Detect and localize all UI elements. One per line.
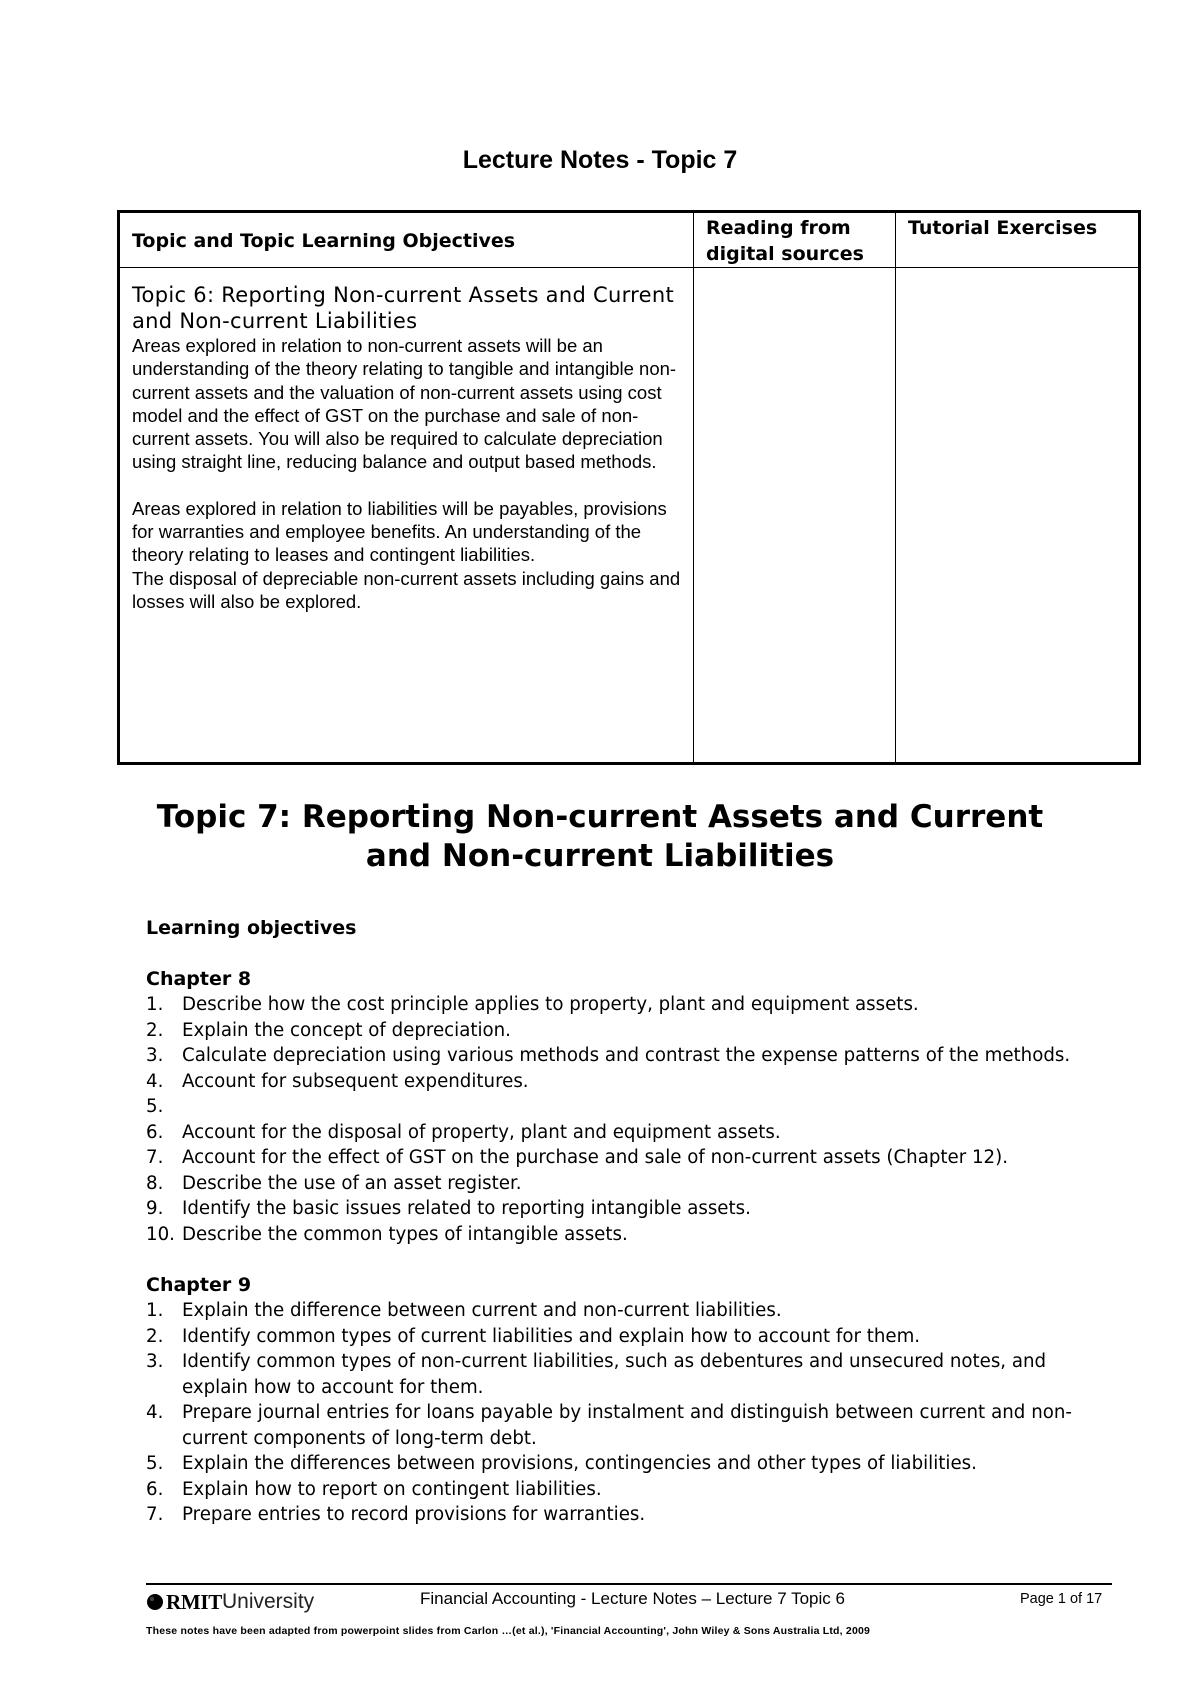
topic-paragraph-liabilities: Areas explored in relation to liabilities will be payables, provisions for warranties and employee benefits. An understanding of the theory relating to leases and contingent liabilities.	[132, 497, 667, 566]
table-body-row	[119, 268, 1140, 764]
chapter-9-heading: Chapter 9	[146, 1274, 252, 1296]
tutorial-cell	[896, 268, 1140, 764]
footer-rule	[146, 1583, 1112, 1585]
list-item: 10. Describe the common types of intangible assets.	[146, 1223, 628, 1245]
topic-cell	[119, 268, 694, 764]
main-heading-line-2: and Non-current Liabilities	[365, 838, 835, 874]
header-topic-objectives: Topic and Topic Learning Objectives	[119, 212, 694, 268]
chapter-9-list	[146, 1298, 1112, 1528]
list-item: 2. Explain the concept of depreciation.	[146, 1019, 511, 1041]
list-item: 5. Explain the differences between provisions, contingencies and other types of liabilities.	[146, 1453, 977, 1474]
topic-6-heading: Topic 6: Reporting Non-current Assets and Current and Non-current Liabilities	[132, 283, 675, 333]
list-item: 1. Describe how the cost principle applies to property, plant and equipment assets.	[146, 994, 919, 1015]
list-item: 1. Explain the difference between current and non-current liabilities.	[146, 1300, 782, 1321]
list-item: 3. Identify common types of non-current liabilities, such as debentures and unsecured notes, and explain how to account for them.	[146, 1351, 1047, 1398]
footer-source-note: These notes have been adapted from powerpoint slides from Carlon …(et al.), 'Financial Accounting', John Wiley & Sons Australia Ltd, 2009	[146, 1625, 871, 1637]
list-item: 3. Calculate depreciation using various methods and contrast the expense patterns of the methods.	[146, 1045, 1071, 1066]
header-tutorial: Tutorial Exercises	[896, 212, 1140, 268]
rmit-logo-bold: RMIT	[166, 1589, 222, 1614]
objectives-table	[117, 210, 1141, 765]
rmit-logo-mark-icon	[146, 1593, 164, 1611]
main-heading	[0, 798, 1200, 876]
learning-objectives-section	[146, 915, 1112, 1528]
list-item: 4. Account for subsequent expenditures.	[146, 1070, 529, 1092]
topic-paragraph-assets: Areas explored in relation to non-current assets will be an understanding of the theory relating to tangible and intangible non-current assets and the valuation of non-current assets using cost model and the effect of GST on the purchase and sale of non-current assets. You will also be required to calculate depreciation using straight line, reducing balance and output based methods.	[132, 335, 677, 473]
chapter-8-list	[146, 992, 1112, 1247]
list-item: 4. Prepare journal entries for loans payable by instalment and distinguish between current and non-current components of long-term debt.	[146, 1402, 1072, 1449]
footer-center-text: Financial Accounting - Lecture Notes – Lecture 7 Topic 6	[420, 1589, 845, 1608]
list-item: 9. Identify the basic issues related to reporting intangible assets.	[146, 1198, 751, 1219]
list-item: 7. Account for the effect of GST on the purchase and sale of non-current assets (Chapter 12).	[146, 1147, 1009, 1168]
learning-objectives-heading: Learning objectives	[146, 917, 357, 939]
rmit-logo	[146, 1588, 314, 1616]
page-number: Page 1 of 17	[1020, 1591, 1103, 1607]
rmit-logo-light: University	[221, 1590, 315, 1613]
list-item: 2. Identify common types of current liabilities and explain how to account for them.	[146, 1325, 921, 1347]
main-heading-line-1: Topic 7: Reporting Non-current Assets and Current	[156, 799, 1044, 835]
table-header-row	[119, 212, 1140, 268]
list-item: 8. Describe the use of an asset register.	[146, 1172, 522, 1194]
reading-cell	[694, 268, 896, 764]
list-item: 5.	[146, 1096, 164, 1117]
header-reading: Reading from digital sources	[694, 212, 896, 268]
list-item: 6. Explain how to report on contingent liabilities.	[146, 1478, 602, 1500]
list-item: 7. Prepare entries to record provisions for warranties.	[146, 1504, 646, 1525]
topic-paragraph-disposal: The disposal of depreciable non-current assets including gains and losses will also be explored.	[132, 567, 681, 612]
chapter-8-heading: Chapter 8	[146, 968, 252, 990]
page-title: Lecture Notes - Topic 7	[462, 146, 738, 174]
list-item: 6. Account for the disposal of property, plant and equipment assets.	[146, 1121, 781, 1143]
